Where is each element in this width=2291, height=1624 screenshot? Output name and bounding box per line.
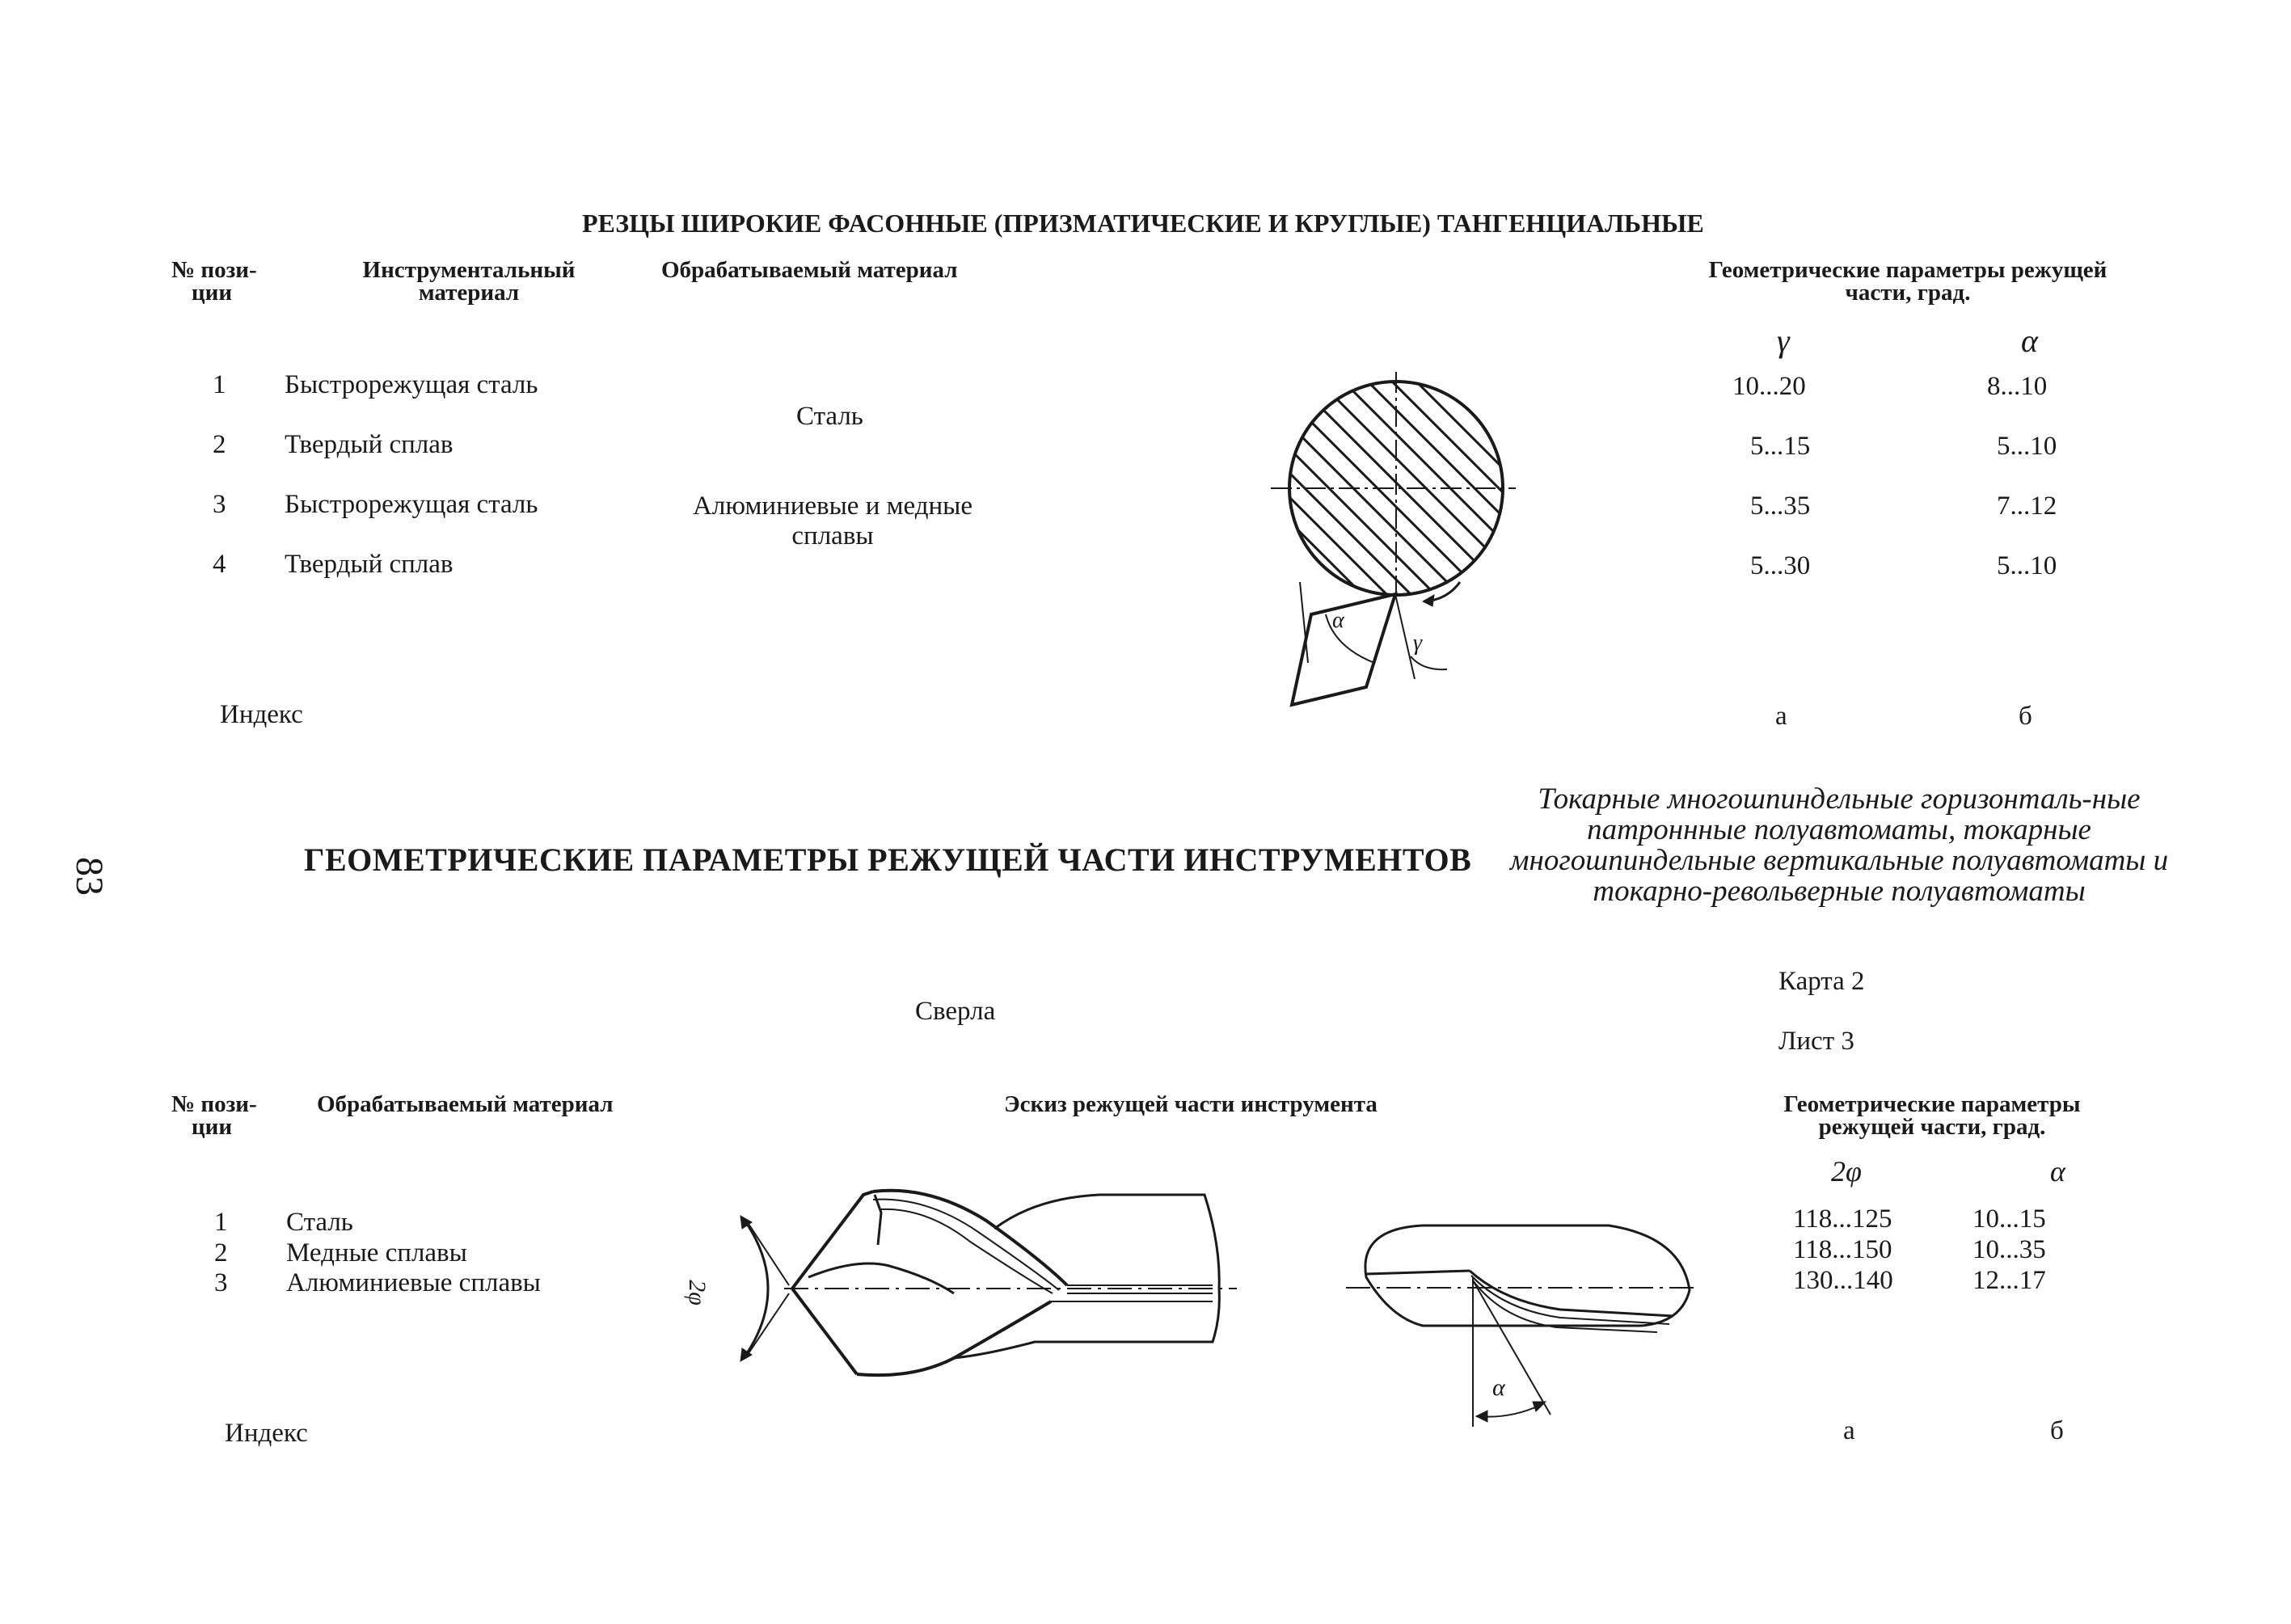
table-row-3-gamma: 5...35 xyxy=(1750,491,1811,521)
table-row-4-pos: 4 xyxy=(213,550,226,579)
section2-index-b: б xyxy=(2050,1416,2064,1445)
section1-material-steel: Сталь xyxy=(796,402,863,431)
table-row-4-tool: Твердый сплав xyxy=(285,550,454,579)
section2-col-sketch: Эскиз режущей части инструмента xyxy=(1004,1091,1378,1117)
drill-row-3-pos: 3 xyxy=(214,1268,228,1297)
drill-row-2-2phi: 118...150 xyxy=(1793,1235,1892,1264)
drill-row-2-material: Медные сплавы xyxy=(286,1238,467,1268)
section1-gamma-symbol: γ xyxy=(1777,323,1790,359)
drill-row-1-alpha: 10...15 xyxy=(1972,1204,2046,1234)
section1-index-b: б xyxy=(2019,702,2032,731)
table-row-1-pos: 1 xyxy=(213,370,226,399)
section2-alpha-symbol: α xyxy=(2050,1155,2065,1187)
table-row-1-tool: Быстрорежущая сталь xyxy=(285,370,538,399)
drill-side-sketch xyxy=(663,1172,1245,1423)
section2-index-a: а xyxy=(1843,1416,1855,1445)
drill-row-1-pos: 1 xyxy=(214,1208,228,1237)
table-row-2-tool: Твердый сплав xyxy=(285,430,454,459)
table-row-3-tool: Быстрорежущая сталь xyxy=(285,490,538,519)
drill-sketch-2phi-label: 2φ xyxy=(683,1280,711,1306)
table-row-2-gamma: 5...15 xyxy=(1750,432,1811,461)
section1-col-work-material: Обрабатываемый материал xyxy=(661,257,958,283)
table-row-1-alpha: 8...10 xyxy=(1987,372,2048,401)
drill-row-3-material: Алюминиевые сплавы xyxy=(286,1268,541,1297)
section2-col-geometry: Геометрические параметры режущей части, град. xyxy=(1783,1091,2081,1140)
section1-sketch-gamma: γ xyxy=(1413,631,1423,656)
table-row-2-pos: 2 xyxy=(213,430,226,459)
main-title: ГЕОМЕТРИЧЕСКИЕ ПАРАМЕТРЫ РЕЖУЩЕЙ ЧАСТИ ИНСТРУМЕНТОВ xyxy=(304,842,1472,878)
drill-edge-sketch xyxy=(1342,1213,1706,1431)
table-row-3-pos: 3 xyxy=(213,490,226,519)
section1-col-pos: № пози- ции xyxy=(171,257,257,306)
section2-title: Сверла xyxy=(915,997,996,1026)
section2-2phi-symbol: 2φ xyxy=(1831,1155,1862,1187)
section1-col-geometry: Геометрические параметры режущей части, град. xyxy=(1708,257,2107,306)
table-row-3-alpha: 7...12 xyxy=(1997,491,2057,521)
sheet-number: Лист 3 xyxy=(1778,1027,1854,1056)
drill-row-1-material: Сталь xyxy=(286,1208,353,1237)
table-row-1-gamma: 10...20 xyxy=(1732,372,1806,401)
workpiece-hatching xyxy=(1245,186,1536,841)
drill-row-3-2phi: 130...140 xyxy=(1793,1266,1893,1295)
table-row-4-alpha: 5...10 xyxy=(1997,551,2057,580)
section2-col-pos: № пози- ции xyxy=(171,1091,257,1140)
table-row-2-alpha: 5...10 xyxy=(1997,432,2057,461)
section1-index-a: а xyxy=(1775,702,1787,731)
angle-2phi-arc xyxy=(744,1219,768,1358)
section2-col-work-material: Обрабатываемый материал xyxy=(317,1091,614,1117)
drill-row-1-2phi: 118...125 xyxy=(1793,1204,1892,1234)
drill-row-2-alpha: 10...35 xyxy=(1972,1235,2046,1264)
section1-alpha-symbol: α xyxy=(2021,323,2038,359)
machines-description: Токарные многошпиндельные горизонталь-ные патроннные полуавтоматы, токарные многошпиндельные вертикальные полуавтоматы и токарно-револьверные полуавтоматы xyxy=(1509,782,2169,908)
drill-sketch-alpha-label: α xyxy=(1492,1374,1505,1401)
section1-cutter-sketch xyxy=(1261,372,1536,711)
section1-col-tool-material: Инструментальный материал xyxy=(362,257,576,306)
section2-index-label: Индекс xyxy=(225,1419,308,1448)
drill-row-3-alpha: 12...17 xyxy=(1972,1266,2046,1295)
table-row-4-gamma: 5...30 xyxy=(1750,551,1811,580)
section1-material-al-cu: Алюминиевые и медные сплавы xyxy=(693,491,973,550)
card-number: Карта 2 xyxy=(1778,967,1865,996)
section1-sketch-alpha: α xyxy=(1332,608,1344,633)
page-number: 83 xyxy=(68,857,111,896)
section1-title: РЕЗЦЫ ШИРОКИЕ ФАСОННЫЕ (ПРИЗМАТИЧЕСКИЕ И КРУГЛЫЕ) ТАНГЕНЦИАЛЬНЫЕ xyxy=(582,209,1704,238)
section1-index-label: Индекс xyxy=(220,700,303,729)
drill-row-2-pos: 2 xyxy=(214,1238,228,1268)
